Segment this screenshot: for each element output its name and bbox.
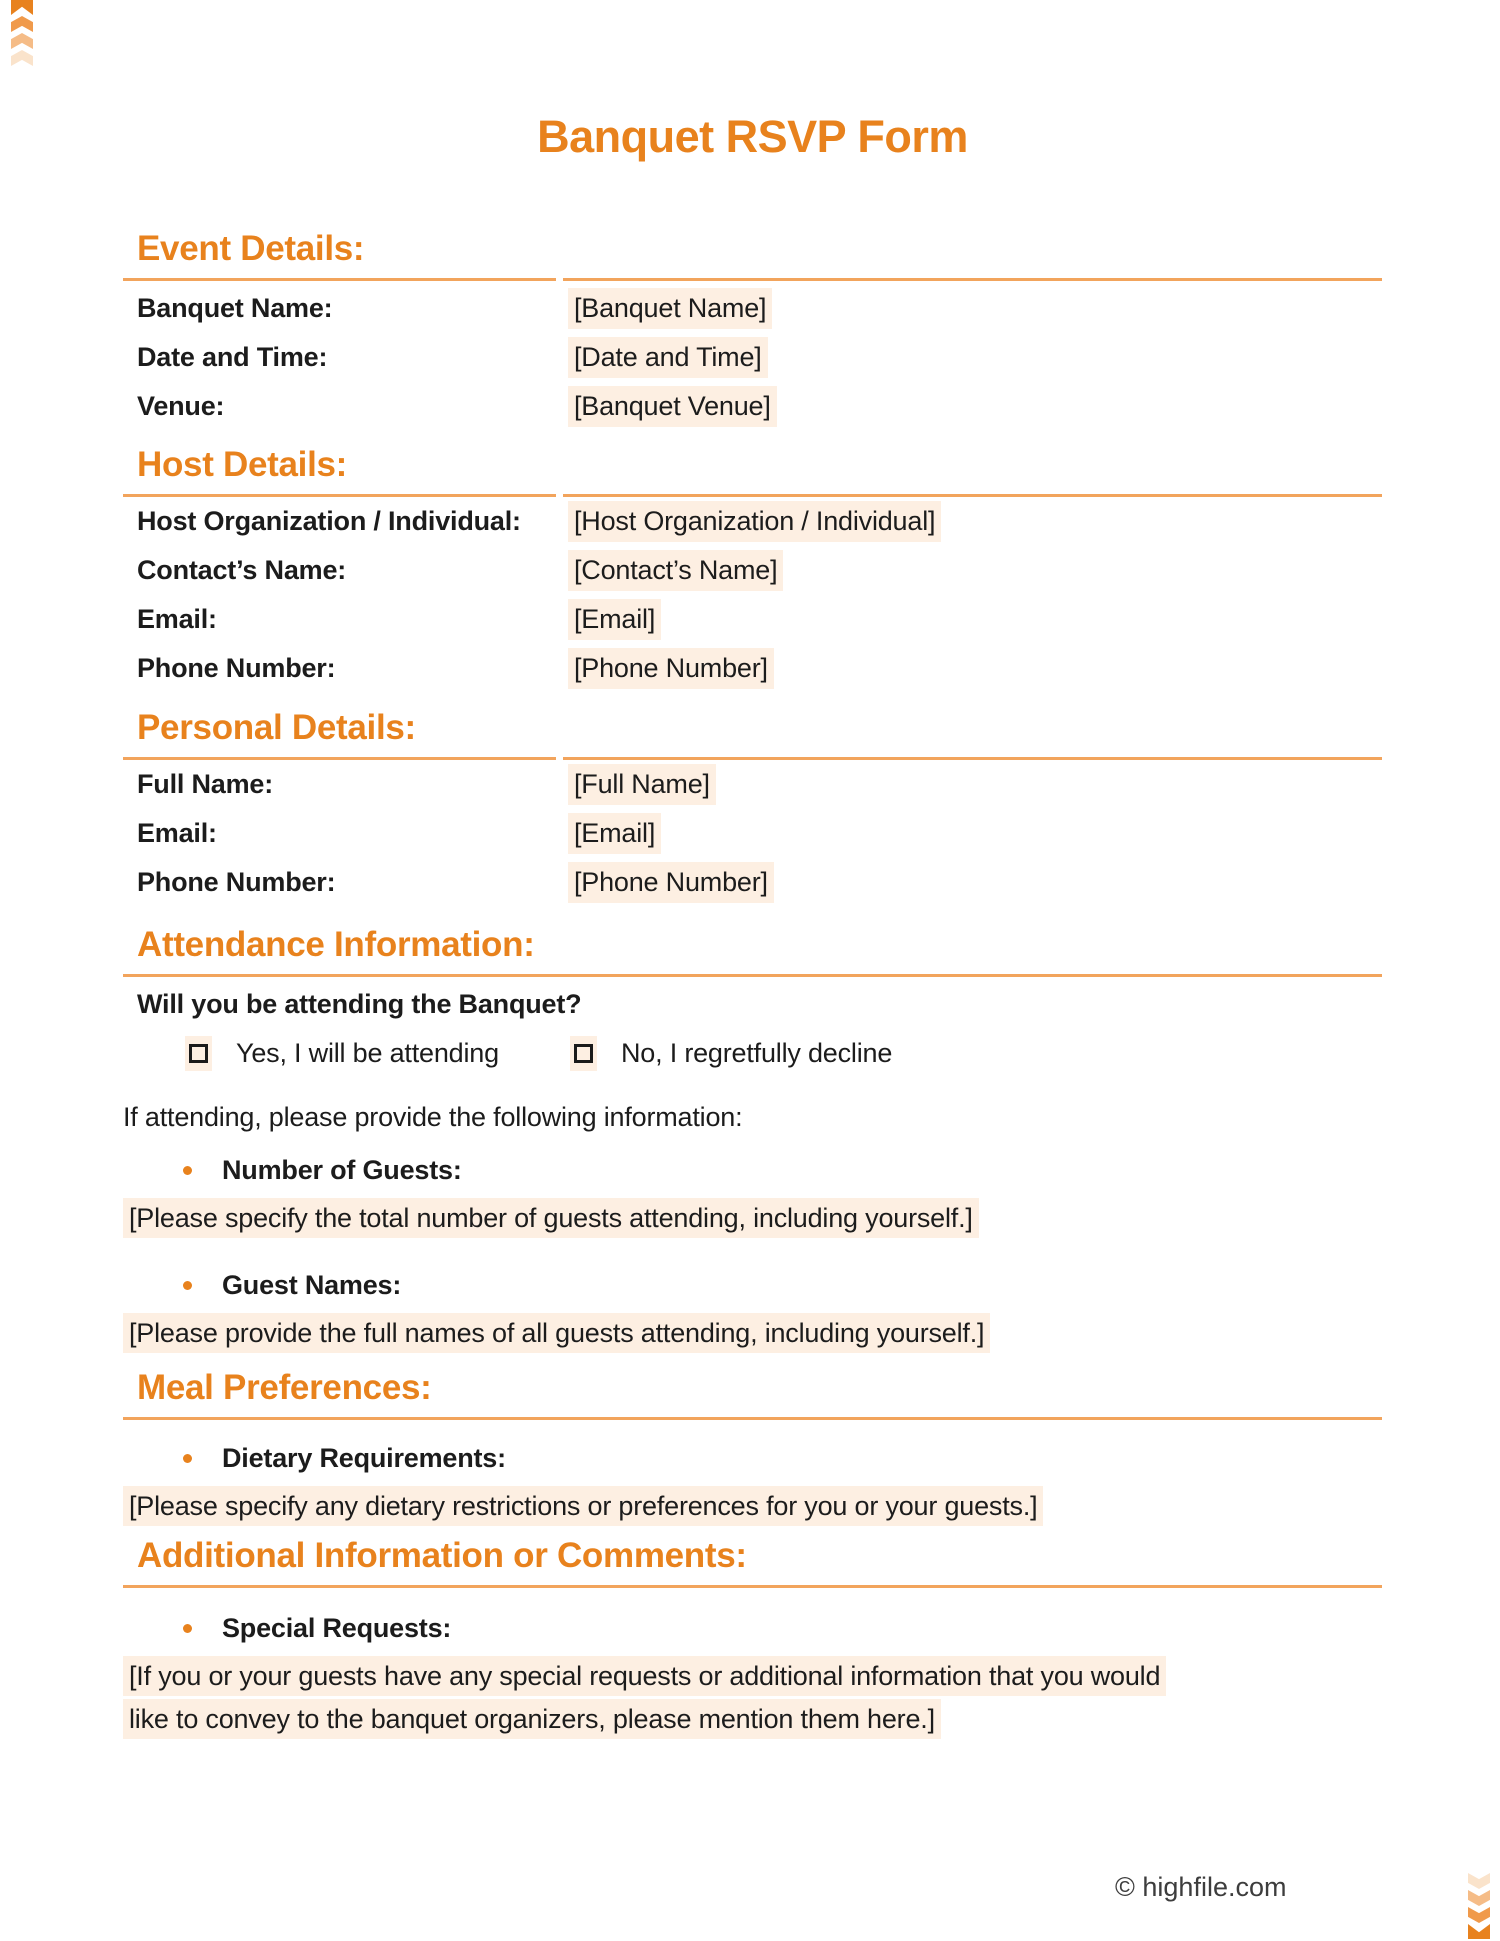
bullet-item-guest-names	[123, 1268, 1382, 1302]
field-label: Contact’s Name:	[137, 555, 347, 585]
section-heading-label: Attendance Information:	[137, 925, 535, 964]
chevron-up-icon	[11, 33, 33, 49]
chevron-decoration-bottom	[1468, 1873, 1490, 1941]
field-value-placeholder[interactable]: [Banquet Venue]	[568, 386, 777, 427]
dietary-requirements-placeholder[interactable]	[123, 1485, 1168, 1528]
special-requests-placeholder[interactable]	[123, 1655, 1168, 1741]
checkbox-icon	[574, 1044, 593, 1063]
page-title: Banquet RSVP Form	[537, 111, 968, 162]
field-value-placeholder[interactable]: [Phone Number]	[568, 648, 774, 689]
field-row-date-time	[123, 333, 1382, 382]
copyright-text: © highfile.com	[1115, 1872, 1287, 1902]
field-value-placeholder[interactable]: [Host Organization / Individual]	[568, 501, 941, 542]
bullet-icon	[183, 1166, 192, 1175]
field-row-contact-name	[123, 546, 1382, 595]
field-value-placeholder[interactable]: [Date and Time]	[568, 337, 768, 378]
rule-gap	[556, 757, 563, 760]
section-heading-label: Event Details:	[137, 229, 365, 268]
chevron-decoration-top	[11, 0, 33, 68]
field-label: Phone Number:	[137, 653, 336, 683]
section-heading-additional-info	[123, 1537, 1382, 1588]
rule-gap	[556, 494, 563, 497]
chevron-down-icon	[1468, 1907, 1490, 1923]
field-row-personal-email	[123, 809, 1382, 858]
bullet-item-special-requests	[123, 1611, 1382, 1645]
field-value-placeholder[interactable]: [Contact’s Name]	[568, 550, 783, 591]
checkbox-yes[interactable]	[185, 1036, 212, 1071]
section-heading-label: Host Details:	[137, 445, 348, 484]
host-details-table	[123, 497, 1382, 693]
attendance-options	[123, 1033, 1382, 1073]
field-value-placeholder[interactable]: [Full Name]	[568, 764, 716, 805]
bullet-icon	[183, 1281, 192, 1290]
bullet-label: Special Requests:	[222, 1612, 452, 1643]
field-row-host-phone	[123, 644, 1382, 693]
field-label: Banquet Name:	[137, 293, 333, 323]
chevron-up-icon	[11, 16, 33, 32]
chevron-up-icon	[11, 50, 33, 66]
option-no-label: No, I regretfully decline	[621, 1037, 893, 1068]
field-value-placeholder[interactable]: [Email]	[568, 599, 661, 640]
placeholder-text[interactable]: [Please provide the full names of all guests attending, including yourself.]	[123, 1313, 990, 1353]
bullet-icon	[183, 1624, 192, 1633]
attendance-question: Will you be attending the Banquet?	[137, 989, 582, 1019]
field-label: Email:	[137, 604, 217, 634]
bullet-icon	[183, 1454, 192, 1463]
personal-details-table	[123, 760, 1382, 907]
attendance-note: If attending, please provide the following information:	[123, 1102, 743, 1132]
bullet-item-number-of-guests	[123, 1153, 1382, 1187]
bullet-item-dietary-requirements	[123, 1441, 1382, 1475]
section-heading-host-details	[123, 446, 1382, 497]
option-no	[570, 1033, 892, 1073]
field-row-full-name	[123, 760, 1382, 809]
field-label: Phone Number:	[137, 867, 336, 897]
bullet-label: Guest Names:	[222, 1269, 402, 1300]
chevron-down-icon	[1468, 1873, 1490, 1889]
field-label: Full Name:	[137, 769, 274, 799]
field-label: Venue:	[137, 391, 225, 421]
placeholder-text[interactable]: [If you or your guests have any special requests or additional information that you would like to convey to the banquet organizers, please mention them here.]	[123, 1656, 1166, 1739]
field-value-placeholder[interactable]: [Banquet Name]	[568, 288, 772, 329]
section-heading-attendance	[123, 926, 1382, 977]
chevron-down-icon	[1468, 1890, 1490, 1906]
field-row-personal-phone	[123, 858, 1382, 907]
guest-names-placeholder[interactable]	[123, 1312, 1168, 1355]
placeholder-text[interactable]: [Please specify any dietary restrictions or preferences for you or your guests.]	[123, 1486, 1043, 1526]
field-label: Host Organization / Individual:	[137, 506, 521, 536]
event-details-table	[123, 284, 1382, 431]
section-heading-personal-details	[123, 709, 1382, 760]
field-row-host-organization	[123, 497, 1382, 546]
chevron-up-icon	[11, 0, 33, 15]
field-value-placeholder[interactable]: [Phone Number]	[568, 862, 774, 903]
option-yes	[185, 1033, 499, 1073]
option-yes-label: Yes, I will be attending	[236, 1037, 499, 1068]
section-heading-label: Personal Details:	[137, 708, 416, 747]
checkbox-no[interactable]	[570, 1036, 597, 1071]
placeholder-text[interactable]: [Please specify the total number of guests attending, including yourself.]	[123, 1198, 979, 1238]
number-of-guests-placeholder[interactable]	[123, 1197, 1168, 1240]
bullet-label: Dietary Requirements:	[222, 1442, 506, 1473]
section-heading-label: Additional Information or Comments:	[137, 1536, 747, 1575]
field-label: Date and Time:	[137, 342, 328, 372]
chevron-down-icon	[1468, 1924, 1490, 1939]
rule-gap	[556, 278, 563, 281]
section-heading-event-details	[123, 230, 1382, 281]
document-content	[0, 113, 1500, 1741]
field-row-banquet-name	[123, 284, 1382, 333]
checkbox-icon	[189, 1044, 208, 1063]
bullet-label: Number of Guests:	[222, 1154, 462, 1185]
section-heading-label: Meal Preferences:	[137, 1368, 432, 1407]
field-label: Email:	[137, 818, 217, 848]
field-value-placeholder[interactable]: [Email]	[568, 813, 661, 854]
field-row-venue	[123, 382, 1382, 431]
field-row-host-email	[123, 595, 1382, 644]
section-heading-meal-preferences	[123, 1369, 1382, 1420]
